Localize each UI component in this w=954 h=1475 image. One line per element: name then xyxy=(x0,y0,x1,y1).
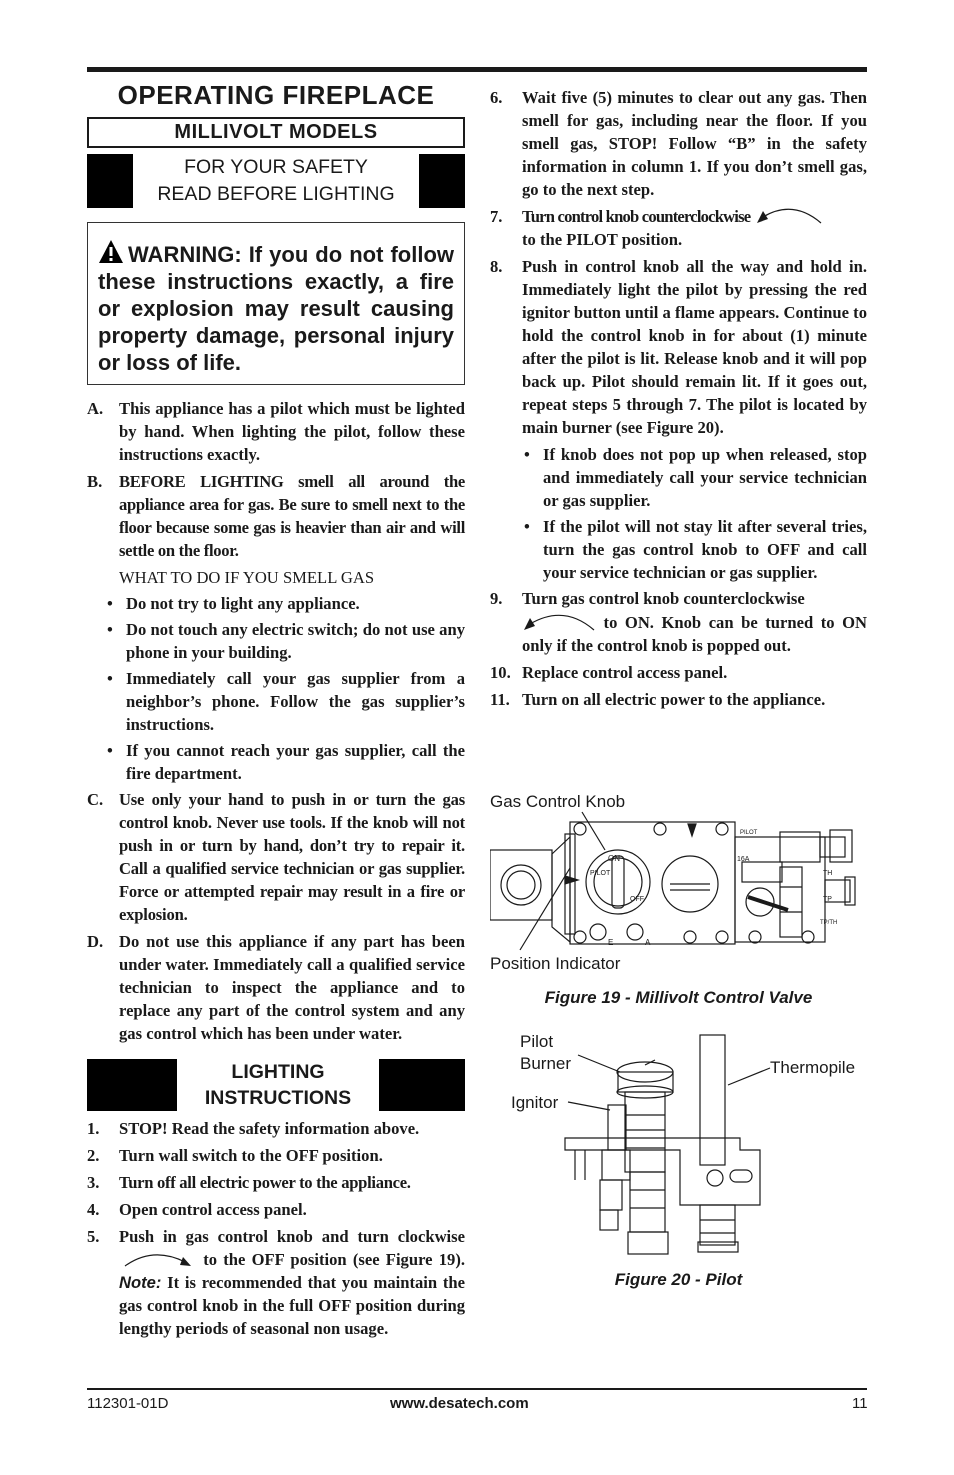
step-9: 9. Turn gas control knob counterclockwise to ON. Knob can be turned to ON only if the control knob is popped out. xyxy=(490,589,867,655)
banner-block-right xyxy=(379,1059,465,1111)
safety-instructions xyxy=(87,397,465,1045)
mark-16a-label: 16A xyxy=(737,856,750,863)
safety-line-1: FOR YOUR SAFETY xyxy=(184,156,368,178)
step-8-bullet: • If knob does not pop up when released, stop and immediately call your service technician or gas supplier. xyxy=(524,445,867,510)
safety-banner xyxy=(87,154,465,208)
banner-block-left xyxy=(87,1059,177,1111)
lighting-line-1: LIGHTING xyxy=(231,1061,325,1083)
mark-tp-label: TP xyxy=(823,896,832,903)
top-rule xyxy=(87,67,867,72)
dial-on-label: ON xyxy=(608,854,620,863)
item-label: A. xyxy=(87,399,104,418)
counterclockwise-arrow-icon xyxy=(522,610,596,632)
smell-gas-bullet: • If you cannot reach your gas supplier, call the fire department. xyxy=(107,741,465,783)
item-label: C. xyxy=(87,790,104,809)
page-title: OPERATING FIREPLACE xyxy=(117,80,435,110)
banner-block-left xyxy=(87,154,133,208)
smell-gas-heading: WHAT TO DO IF YOU SMELL GAS xyxy=(119,568,375,587)
figure-20 xyxy=(490,1030,867,1260)
website-url: www.desatech.com xyxy=(390,1395,529,1412)
mark-e-label: E xyxy=(608,938,614,947)
step-8: 8. Push in control knob all the way and hold in. Immediately light the pilot by pressing the red ignitor button until a flame appears. Continue to hold the control knob in for about (1) minute after the pilot is lit. Release knob and it will pop back up. Pilot should remain lit. If it goes out, repeat steps 5 through 7. The pilot is located by main burner (see Figure 20). xyxy=(490,257,867,437)
dial-off-label: OFF xyxy=(630,896,644,903)
step-10: 10. Replace control access panel. xyxy=(490,663,728,682)
bottom-rule xyxy=(87,1388,867,1390)
burner-label: Burner xyxy=(520,1054,572,1073)
pilot-label: Pilot xyxy=(520,1032,554,1051)
safety-item-a xyxy=(87,397,465,466)
figure-20-caption: Figure 20 - Pilot xyxy=(614,1270,743,1289)
item-text: BEFORE LIGHTING smell all around the appliance area for gas. Be sure to smell next to the floor because some gas is heavier than air and will settle on the floor. xyxy=(119,472,465,560)
mark-th-label: TH xyxy=(823,870,833,877)
step-4: 4. Open control access panel. xyxy=(87,1200,307,1219)
figure-19-caption: Figure 19 - Millivolt Control Valve xyxy=(544,988,813,1007)
mark-tpth-label: TP/TH xyxy=(820,920,838,926)
safety-line-2: READ BEFORE LIGHTING xyxy=(157,183,395,205)
smell-gas-bullet: • Do not try to light any appliance. xyxy=(107,594,360,613)
item-label: D. xyxy=(87,932,104,951)
item-text: Use only your hand to push in or turn the gas control knob. Never use tools. If the knob will not push in or turn by hand, don’t try to repair it. Call a qualified service technician or gas supplier. Force or attempted repair may result in a fire or explosion. xyxy=(119,790,465,924)
step-11: 11. Turn on all electric power to the appliance. xyxy=(490,690,826,709)
smell-gas-bullet: • Do not touch any electric switch; do not use any phone in your building. xyxy=(107,620,465,662)
page-number: 11 xyxy=(852,1395,868,1412)
safety-item-c xyxy=(87,788,465,926)
banner-block-right xyxy=(419,154,465,208)
mark-pilot-label: PILOT xyxy=(740,830,758,836)
right-column xyxy=(490,86,867,715)
step-5: 5. Push in gas control knob and turn clockwise to the OFF position (see Figure 19). Note: It is recommended that you maintain the gas control knob in the full OFF position during lengthy periods of seasonal non usage. xyxy=(87,1227,465,1338)
step-7: 7. Turn control knob counterclockwise to the PILOT position. xyxy=(490,205,867,251)
warning-label: WARNING xyxy=(128,242,235,267)
safety-item-b xyxy=(87,470,465,562)
note-label: Note: xyxy=(119,1273,162,1292)
ignitor-label: Ignitor xyxy=(511,1093,559,1112)
lighting-banner-text xyxy=(177,1059,379,1111)
safety-item-d xyxy=(87,930,465,1045)
warning-icon xyxy=(98,239,124,265)
millivolt-control-valve-drawing xyxy=(490,792,867,972)
pilot-assembly-drawing xyxy=(490,1030,867,1260)
lighting-line-2: INSTRUCTIONS xyxy=(204,1087,352,1109)
gas-control-knob-label: Gas Control Knob xyxy=(490,792,626,811)
warning-box xyxy=(87,222,465,385)
clockwise-arrow-icon xyxy=(123,1250,193,1268)
counterclockwise-arrow-icon xyxy=(755,205,823,225)
lighting-steps-left xyxy=(87,1117,465,1340)
left-column xyxy=(87,78,465,1344)
step-8-bullet: • If the pilot will not stay lit after several tries, turn the gas control knob to OFF and call your service technician or gas supplier. xyxy=(524,517,867,582)
item-label: B. xyxy=(87,472,103,491)
thermopile-label: Thermopile xyxy=(770,1058,856,1077)
item-text: Do not use this appliance if any part has been under water. Immediately call a qualified service technician to inspect the appliance and to replace any part of the control system and any gas control which has been under water. xyxy=(119,932,465,1043)
section-subtitle: MILLIVOLT MODELS xyxy=(87,117,465,148)
item-text: This appliance has a pilot which must be lighted by hand. When lighting the pilot, follow these instructions exactly. xyxy=(119,399,465,464)
step-2: 2. Turn wall switch to the OFF position. xyxy=(87,1146,383,1165)
step-3: 3. Turn off all electric power to the appliance. xyxy=(87,1173,411,1192)
step-6: 6. Wait five (5) minutes to clear out any gas. Then smell for gas, including near the floor. If you smell gas, STOP! Follow “B” in the safety information in column 1. If you don’t smell gas, go to the next step. xyxy=(490,88,867,199)
dial-pilot-label: PILOT xyxy=(590,870,611,877)
smell-gas-bullet: • Immediately call your gas supplier from a neighbor’s phone. Follow the gas supplier’s instructions. xyxy=(107,669,465,734)
step-1: 1. STOP! Read the safety information above. xyxy=(87,1119,420,1138)
figure-19 xyxy=(490,792,867,1012)
mark-a-label: A xyxy=(645,938,651,947)
warning-text: : If you do not follow these instructions exactly, a fire or explosion may result causing property damage, personal injury or loss of life. xyxy=(98,242,454,375)
lighting-banner xyxy=(87,1059,465,1111)
part-number: 112301-01D xyxy=(87,1395,169,1412)
position-indicator-label: Position Indicator xyxy=(490,954,621,973)
safety-banner-text xyxy=(133,154,419,208)
